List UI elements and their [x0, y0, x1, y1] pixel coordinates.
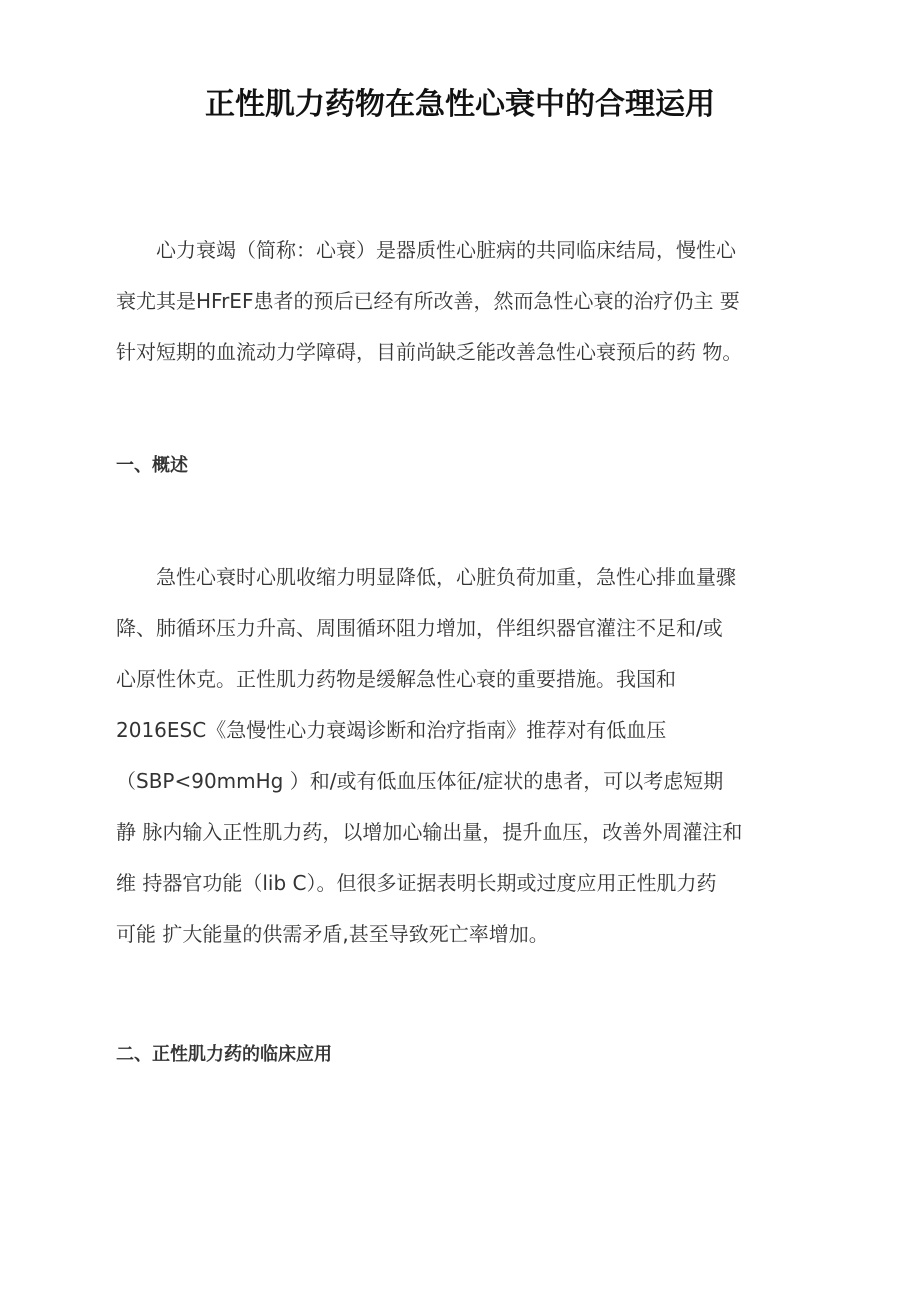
paragraph-line: 静 脉内输入正性肌力药，以增加心输出量，提升血压，改善外周灌注和 — [116, 820, 743, 844]
paragraph-line: 心力衰竭（简称：心衰）是器质性心脏病的共同临床结局，慢性心 — [156, 238, 736, 262]
intro-paragraph — [116, 225, 806, 378]
section-heading-clinical-application: 二、正性肌力药的临床应用 — [116, 1044, 332, 1065]
paragraph-line: 降、肺循环压力升高、周围循环阻力增加，伴组织器官灌注不足和/或 — [116, 616, 723, 640]
section-heading-overview: 一、概述 — [116, 455, 188, 476]
paragraph-line: 心原性休克。正性肌力药物是缓解急性心衰的重要措施。我国和 — [116, 667, 676, 691]
paragraph-line: 2016ESC《急慢性心力衰竭诊断和治疗指南》推荐对有低血压 — [116, 718, 667, 742]
paragraph-line: 针对短期的血流动力学障碍，目前尚缺乏能改善急性心衰预后的药 物。 — [116, 340, 743, 364]
overview-paragraph — [116, 552, 806, 960]
paragraph-line: 急性心衰时心肌收缩力明显降低，心脏负荷加重，急性心排血量骤 — [156, 565, 736, 589]
document-title: 正性肌力药物在急性心衰中的合理运用 — [205, 87, 715, 122]
paragraph-line: 可能 扩大能量的供需矛盾,甚至导致死亡率增加。 — [116, 922, 549, 946]
paragraph-line: 维 持器官功能（lib C）。但很多证据表明长期或过度应用正性肌力药 — [116, 871, 717, 895]
paragraph-line: 衰尤其是HFrEF患者的预后已经有所改善，然而急性心衰的治疗仍主 要 — [116, 289, 740, 313]
paragraph-line: （SBP<90mmHg ）和/或有低血压体征/症状的患者，可以考虑短期 — [116, 769, 724, 793]
